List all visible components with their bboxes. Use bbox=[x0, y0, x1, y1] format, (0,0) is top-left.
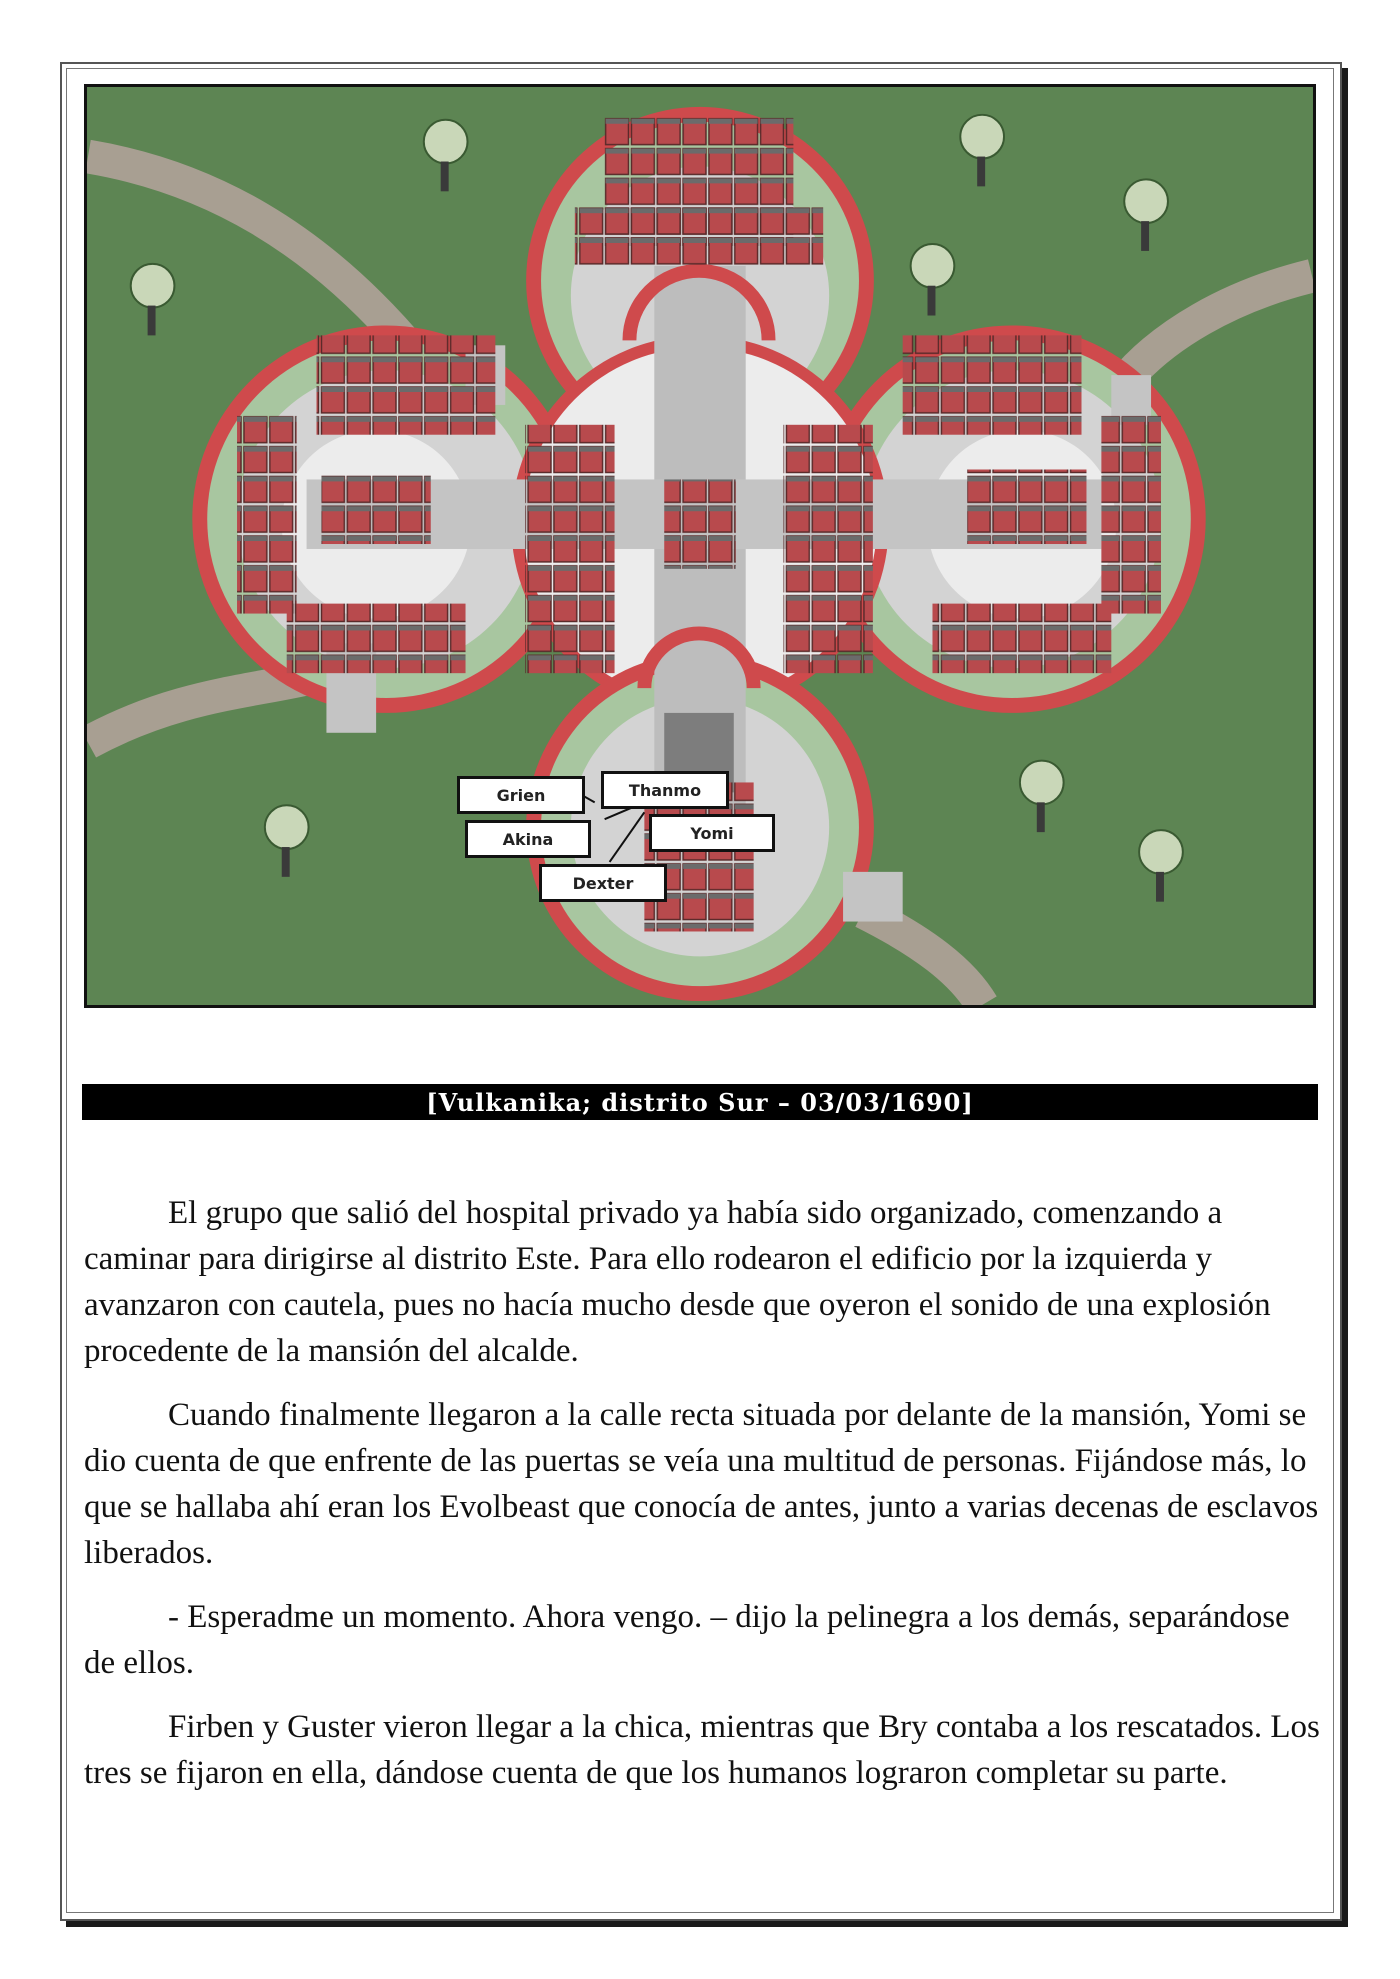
east-hall bbox=[967, 470, 1086, 545]
map-label-dexter: Dexter bbox=[539, 864, 667, 902]
center-buildings bbox=[664, 479, 736, 568]
center-east-buildings bbox=[783, 425, 872, 673]
east-buildings-bottom bbox=[932, 604, 1111, 674]
paragraph: Firben y Guster vieron llegar a la chica, mientras que Bry contaba a los rescatados. Los tres se fijaron en ella, dándose cuenta de que los humanos lograron completar su parte. bbox=[84, 1709, 1320, 1791]
story-text bbox=[84, 1190, 1320, 1814]
map-label-yomi: Yomi bbox=[649, 814, 775, 852]
city-map-drawing bbox=[87, 87, 1313, 1005]
map-label-akina: Akina bbox=[465, 820, 591, 858]
center-west-buildings bbox=[525, 425, 614, 673]
west-buildings-left bbox=[237, 415, 297, 614]
city-map bbox=[84, 84, 1316, 1008]
paragraph: Cuando finalmente llegaron a la calle recta situada por delante de la mansión, Yomi se dio cuenta de que enfrente de las puertas se veía una multitud de personas. Fijándose más, lo que se hallaba ahí eran los Evolbeast que conocía de antes, junto a varias decenas de esclavos liberados. bbox=[84, 1397, 1319, 1571]
west-buildings-bottom bbox=[287, 604, 466, 674]
map-label-grien: Grien bbox=[457, 776, 585, 814]
east-buildings-right bbox=[1101, 415, 1161, 614]
map-label-thanmo: Thanmo bbox=[601, 771, 729, 809]
paragraph: El grupo que salió del hospital privado ya había sido organizado, comenzando a caminar para dirigirse al distrito Este. Para ello rodearon el edificio por la izquierda y avanzaron con cautela, pues no hacía mucho desde que oyeron el sonido de una explosión procedente de la mansión del alcalde. bbox=[84, 1195, 1271, 1369]
west-hall bbox=[321, 474, 430, 544]
scene-caption: [Vulkanika; distrito Sur – 03/03/1690] bbox=[82, 1084, 1318, 1120]
east-buildings-top bbox=[903, 335, 1082, 434]
paragraph: - Esperadme un momento. Ahora vengo. – dijo la pelinegra a los demás, separándose de ellos. bbox=[84, 1599, 1290, 1681]
west-buildings-top bbox=[317, 335, 496, 434]
